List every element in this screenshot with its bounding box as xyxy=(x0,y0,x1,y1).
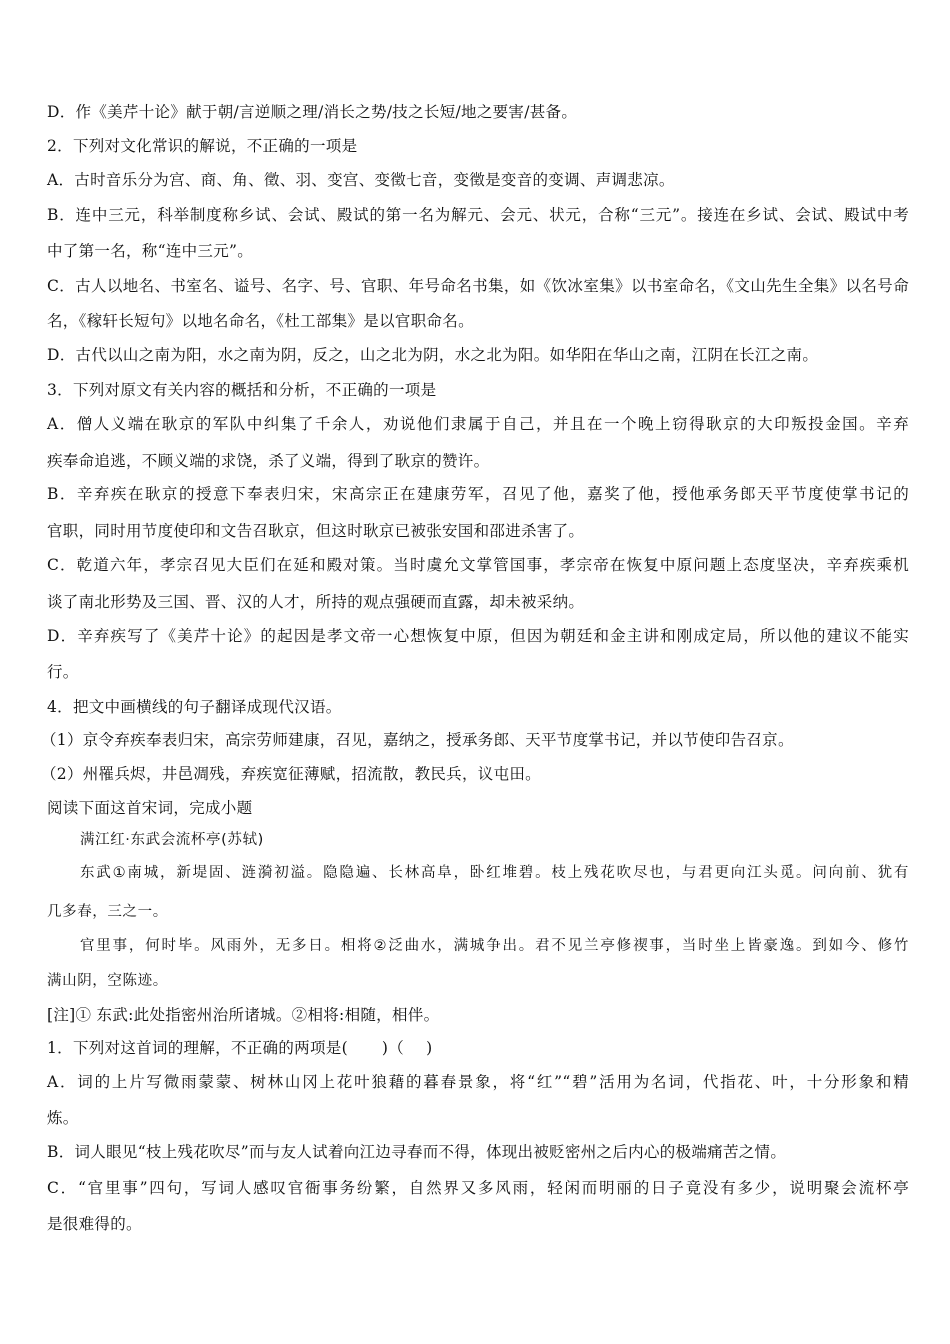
poem-instruction: 阅读下面这首宋词，完成小题 xyxy=(47,799,253,817)
q3-option-c-line2: 谈了南北形势及三国、晋、汉的人才，所持的观点强硬而直露，却未被采纳。 xyxy=(47,593,585,611)
q3-stem: 3．下列对原文有关内容的概括和分析，不正确的一项是 xyxy=(47,381,437,399)
q2-option-a: A．古时音乐分为宫、商、角、徵、羽、变宫、变徵七音，变徵是变音的变调、声调悲凉。 xyxy=(47,171,675,189)
poem-note: [注]① 东武:此处指密州治所诸城。②相将:相随，相伴。 xyxy=(47,1006,440,1024)
q2-option-d: D．古代以山之南为阳，水之南为阴，反之，山之北为阴，水之北为阳。如华阳在华山之南，江阴在长江之南。 xyxy=(47,346,819,364)
q3-option-d-line1: D．辛弃疾写了《美芹十论》的起因是孝文帝一心想恢复中原，但因为朝廷和金主讲和刚成定局，所以他的建议不能实 xyxy=(47,627,909,645)
q2-option-b-line1: B．连中三元，科举制度称乡试、会试、殿试的第一名为解元、会元、状元，合称“三元”。接连在乡试、会试、殿试中考 xyxy=(47,206,909,224)
q4-sentence-1: （1）京令弃疾奉表归宋，高宗劳师建康，召见，嘉纳之，授承务郎、天平节度掌书记，并以节使印告召京。 xyxy=(41,731,794,749)
q2-option-c-line2: 名，《稼轩长短句》以地名命名，《杜工部集》是以官职命名。 xyxy=(47,312,474,330)
pq1-option-b: B．词人眼见“枝上残花吹尽”而与友人试着向江边寻春而不得，体现出被贬密州之后内心的极端痛苦之情。 xyxy=(47,1143,787,1161)
q2-option-b-line2: 中了第一名，称“连中三元”。 xyxy=(47,242,254,260)
pq1-stem-middle: )（ xyxy=(381,1039,405,1057)
q2-option-c-line1: C．古人以地名、书室名、谥号、名字、号、官职、年号命名书集，如《饮冰室集》以书室命名，《文山先生全集》以名号命 xyxy=(47,277,909,295)
pq1-option-c-line1: C．“官里事”四句，写词人感叹官衙事务纷繁，自然界又多风雨，轻闲而明丽的日子竟没有多少，说明聚会流杯亭 xyxy=(47,1179,909,1197)
q1-option-d: D．作《美芹十论》献于朝/言逆顺之理/消长之势/技之长短/地之要害/甚备。 xyxy=(47,103,578,121)
pq1-option-a-line1: A．词的上片写微雨蒙蒙、树林山冈上花叶狼藉的暮春景象，将“红”“碧”活用为名词，代指花、叶，十分形象和精 xyxy=(47,1073,909,1091)
poem-stanza1-line2: 几多春，三之一。 xyxy=(47,904,168,920)
pq1-stem-before: 1．下列对这首词的理解，不正确的两项是( xyxy=(47,1039,348,1057)
q2-stem: 2．下列对文化常识的解说，不正确的一项是 xyxy=(47,137,358,155)
q4-sentence-2: （2）州罹兵烬，井邑凋残，弃疾宽征薄赋，招流散，教民兵，议屯田。 xyxy=(41,765,541,783)
poem-title: 满江红·东武会流杯亭(苏轼) xyxy=(80,832,264,848)
q3-option-a-line1: A．僧人义端在耿京的军队中纠集了千余人，劝说他们隶属于自己，并且在一个晚上窃得耿京的大印叛投金国。辛弃 xyxy=(47,415,909,433)
q4-stem: 4．把文中画横线的句子翻译成现代汉语。 xyxy=(47,698,342,716)
pq1-option-a-line2: 炼。 xyxy=(47,1109,79,1127)
poem-stanza1-line1: 东武①南城，新堤固、涟漪初溢。隐隐遍、长林高阜，卧红堆碧。枝上残花吹尽也，与君更向江头觅。问向前、犹有 xyxy=(80,865,909,881)
q3-option-b-line1: B．辛弃疾在耿京的授意下奉表归宋，宋高宗正在建康劳军，召见了他，嘉奖了他，授他承务郎天平节度使掌书记的 xyxy=(47,485,909,503)
q3-option-a-line2: 疾奉命追逃，不顾义端的求饶，杀了义端，得到了耿京的赞许。 xyxy=(47,452,490,470)
pq1-option-c-line2: 是很难得的。 xyxy=(47,1215,142,1233)
pq1-stem xyxy=(47,1037,909,1059)
poem-stanza2-line2: 满山阴，空陈迹。 xyxy=(47,973,168,989)
q3-option-b-line2: 官职，同时用节度使印和文告召耿京，但这时耿京已被张安国和邵进杀害了。 xyxy=(47,522,585,540)
poem-stanza2-line1: 官里事，何时毕。风雨外，无多日。相将②泛曲水，满城争出。君不见兰亭修禊事，当时坐上皆豪逸。到如今、修竹 xyxy=(80,938,909,954)
pq1-stem-after: ) xyxy=(426,1039,433,1057)
q3-option-d-line2: 行。 xyxy=(47,663,79,681)
q3-option-c-line1: C．乾道六年，孝宗召见大臣们在延和殿对策。当时虞允文掌管国事，孝宗帝在恢复中原问题上态度坚决，辛弃疾乘机 xyxy=(47,556,909,574)
